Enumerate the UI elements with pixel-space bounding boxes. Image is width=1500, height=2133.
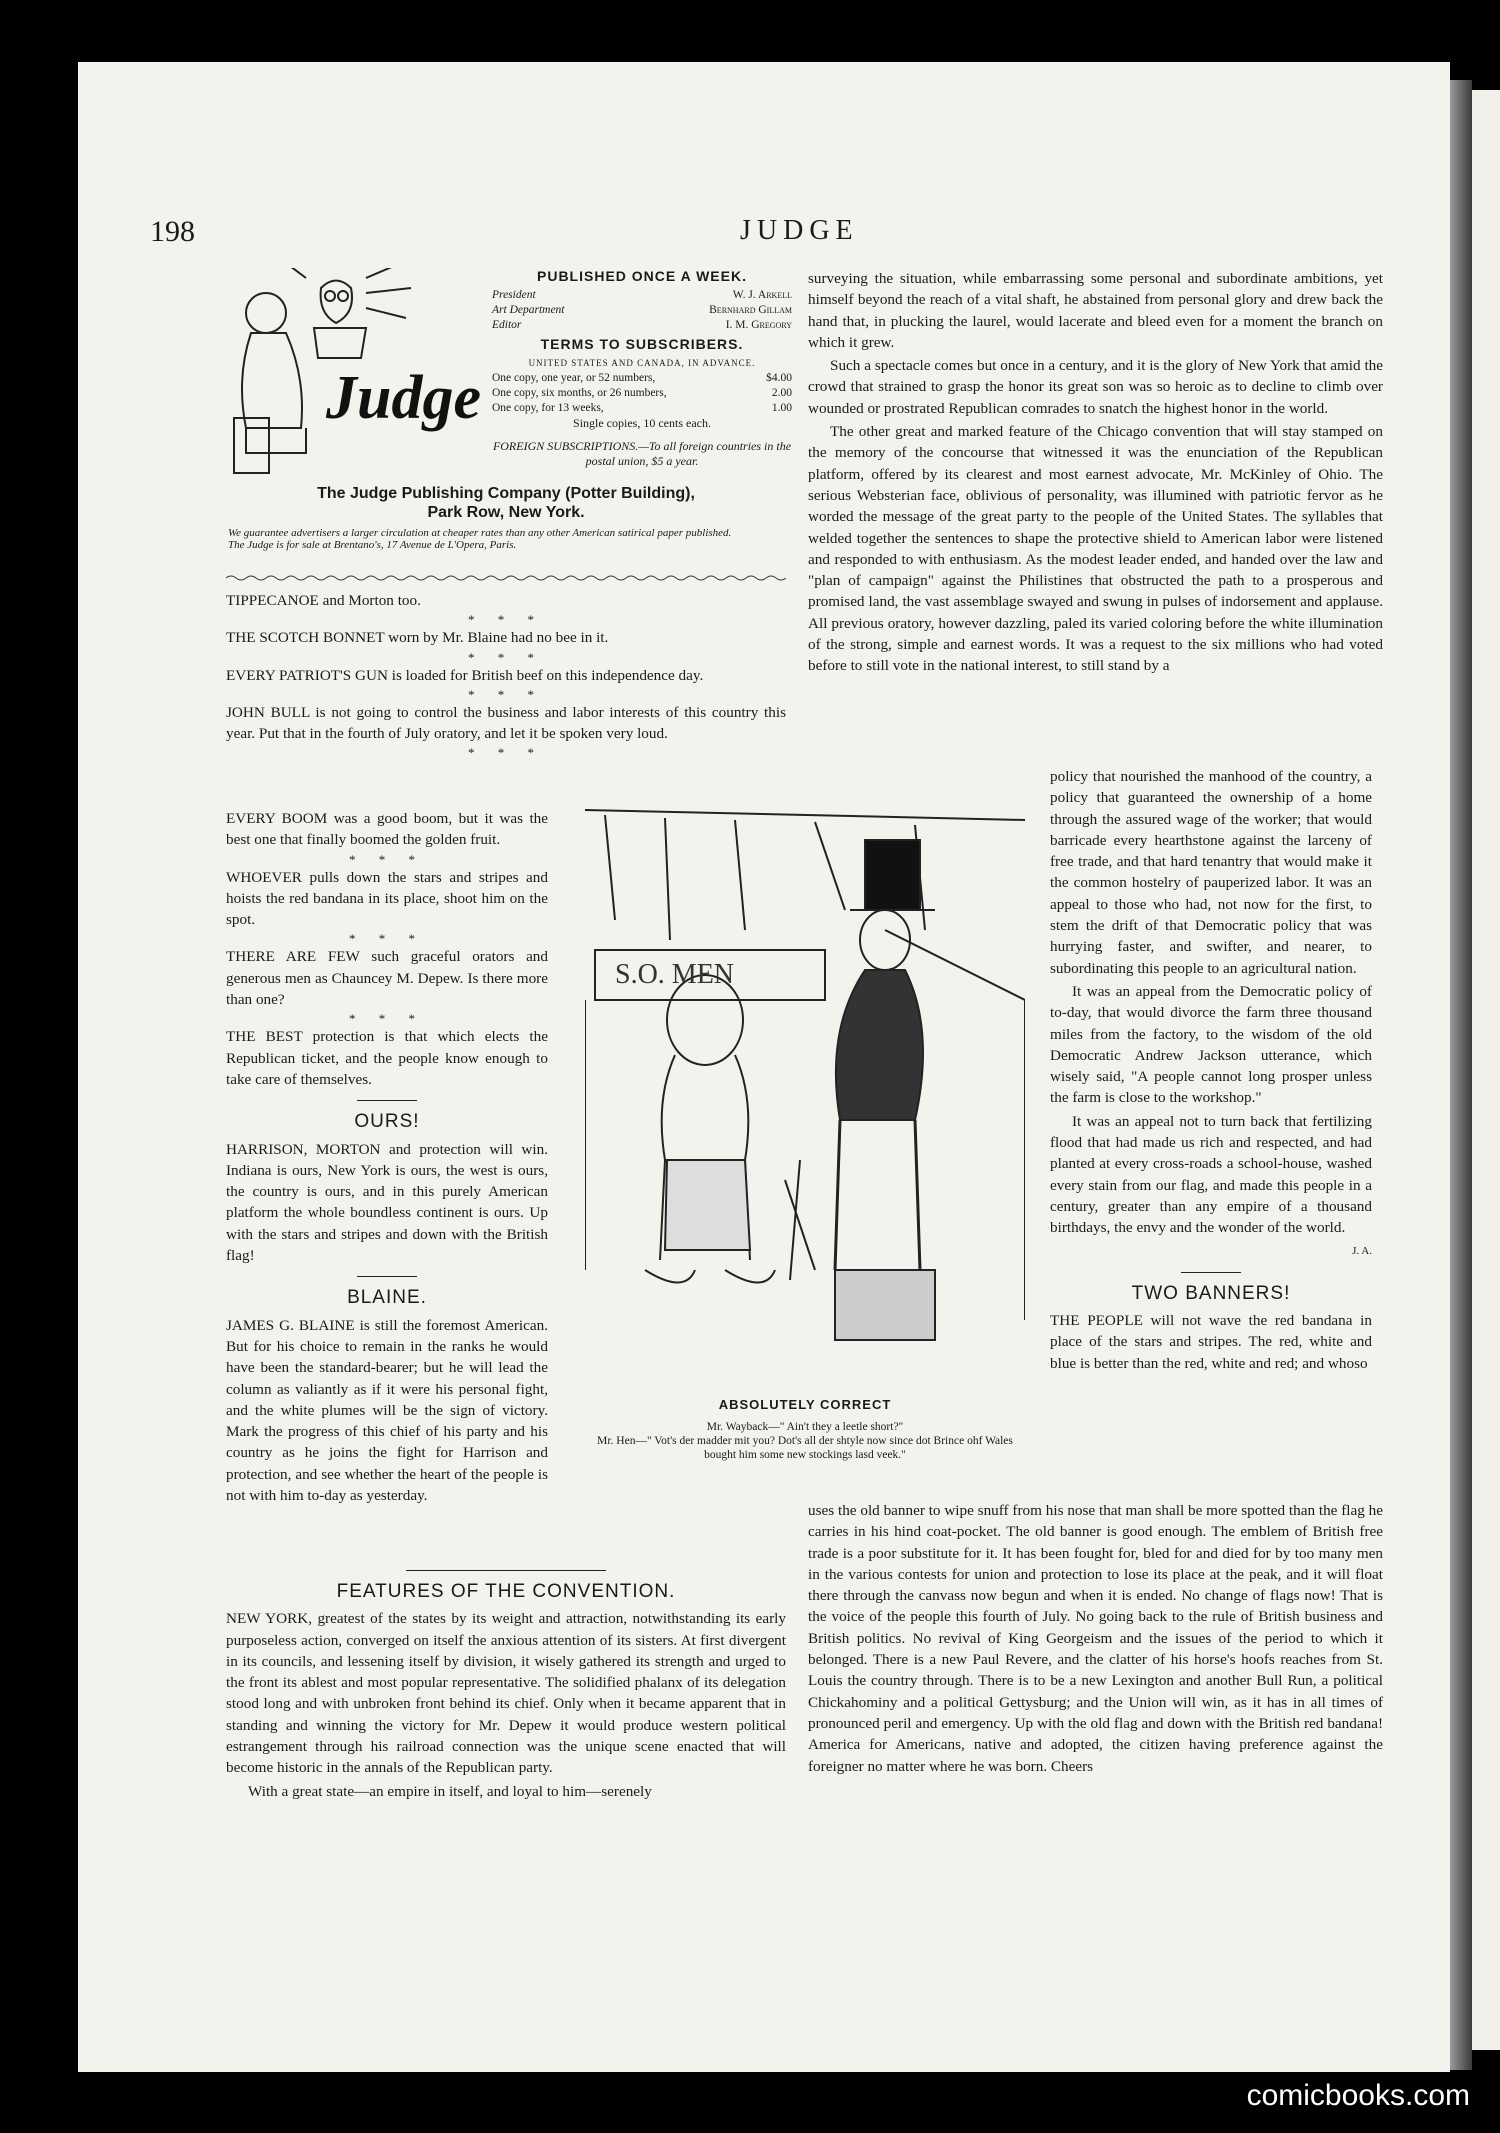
paragraph: THE PEOPLE will not wave the red bandana in place of the stars and stripes. The red, white and blue is better than the red, white and red; and whoso — [1050, 1312, 1372, 1372]
paragraph: It was an appeal from the Democratic policy of to-day, that would divorce the farm three thousand miles from the factory, to the wisdom of the old Democratic Andrew Jackson utterance, which wisely said, "A people cannot long prosper unless the farm is close to the workshop." — [1050, 982, 1372, 1107]
star-separator: * * * — [468, 649, 544, 665]
blaine-heading: BLAINE. — [347, 1287, 427, 1309]
judge-logo-illustration — [226, 268, 491, 483]
divider — [1181, 1272, 1241, 1273]
paragraph: HARRISON, MORTON and protection will win. Indiana is ours, New York is ours, the west is ours, the country is ours, and in this purely American platform the whole boundless continent is ours. Up with the stars and stripes and down with the British flag! — [226, 1140, 548, 1265]
term-row — [492, 386, 792, 401]
publisher-block — [226, 484, 786, 522]
page-number: 198 — [150, 215, 195, 248]
paragraph: It was an appeal not to turn back that fertilizing flood that had made us rich and respected, and had planted at every cross-roads a school-house, washed every stain from our flag, and made this people in a century, greater than any empire of a thousand birthdays, the envy and the wonder of the world. — [1050, 1112, 1372, 1237]
staff-row — [492, 318, 792, 333]
paragraph: uses the old banner to wipe snuff from his nose that man shall be more spotted than the flag he carries in his hind coat-pocket. The old banner is good enough. The emblem of British free trade is a poor substitute for it. It has been fought for, bled for and died for by too many men in the various contests for union and protection to lose its place at the peak, and it will float there through the canvass now begun and when it is ended. No change of flags now! That is the voice of the people this fourth of July. No going back to the rule of British business and British politics. No revival of King Georgeism and the issues of the period to which it belonged. There is a new Paul Revere, and the clatter of his horse's hoofs reaches from St. Louis the country through. There is to be a new Lexington and another Bull Run, a political Chickahominy and a political Gettysburg; and the Union will win, as it has in all times of pronounced peril and emergency. Up with the old flag and down with the British red bandana! America for Americans, native and adopted, the citizen having preference against the foreigner no matter where he was born. Cheers — [808, 1502, 1383, 1775]
right-column-narrow — [1050, 766, 1372, 1376]
terms-region: UNITED STATES AND CANADA, IN ADVANCE. — [528, 358, 756, 368]
right-column-top — [808, 268, 1383, 679]
staff-row — [492, 303, 792, 318]
publisher-address: Park Row, New York. — [427, 504, 585, 521]
caption-line: Mr. Hen—" Vot's der madder mit you? Dot's all der shtyle now since dot Brince ohf Wales bought him some new stockings lasd veek." — [597, 1435, 1013, 1461]
wavy-rule — [226, 574, 786, 582]
guarantee-line: The Judge is for sale at Brentano's, 17 Avenue de L'Opera, Paris. — [228, 539, 517, 551]
staff-name: W. J. Arkell — [732, 289, 792, 301]
term-price: 2.00 — [771, 387, 792, 399]
published-line: PUBLISHED ONCE A WEEK. — [537, 268, 747, 284]
paragraph: EVERY BOOM was a good boom, but it was the best one that finally boomed the golden fruit. — [226, 810, 548, 849]
cartoon-title: ABSOLUTELY CORRECT — [718, 1397, 892, 1412]
paragraph: JAMES G. BLAINE is still the foremost American. But for his choice to remain in the ranks he would have been the standard-bearer; but he will lead the column as valiantly as if it were his personal fight, and the white plumes will be the sign of victory. Mark the progress of this chief of his party and his country as he joins the fight for Harrison and protection, and see whether the heart of the people is not with him to-day as yesterday. — [226, 1316, 548, 1505]
banners-heading: TWO BANNERS! — [1131, 1282, 1291, 1304]
cartoon-illustration — [585, 800, 1025, 1370]
star-separator: * * * — [349, 851, 425, 867]
shop-sign: S.O. MEN — [615, 959, 735, 990]
left-column-narrow — [226, 808, 548, 1508]
divider — [357, 1276, 417, 1277]
logo-text: Judge — [326, 364, 481, 432]
paragraph: THE SCOTCH BONNET worn by Mr. Blaine had no bee in it. — [226, 629, 609, 647]
paragraph: NEW YORK, greatest of the states by its weight and attraction, notwithstanding its early purposeless action, converged on itself the anxious attention of its sisters. At first divergent in its councils, and lessening itself by division, it wisely gathered its strength and urged to the front its ablest and most popular representative. The solidified phalanx of its delegation stood long and with unbroken front behind its chief. Only when it became apparent that in standing and winning the victory for Mr. Depew it would produce western political estrangement through his railroad connection was the unique scene enacted that will become historic in the annals of the Republican party. — [226, 1610, 786, 1777]
star-separator: * * * — [349, 1011, 425, 1027]
features-section — [226, 1560, 786, 1804]
star-separator: * * * — [468, 686, 544, 702]
staff-name: Bernhard Gillam — [709, 304, 792, 316]
paragraph: TIPPECANOE and Morton too. — [226, 592, 421, 609]
paragraph: THERE ARE FEW such graceful orators and generous men as Chauncey M. Depew. Is there more than one? — [226, 948, 548, 1009]
divider — [406, 1570, 606, 1571]
single-copies: Single copies, 10 cents each. — [573, 416, 711, 430]
page-edge — [1450, 80, 1472, 2070]
paragraph: policy that nourished the manhood of the country, a policy that guaranteed the ownership of a home through the assured wage of the worker; that would barricade every hearthstone against the larceny of free trade, and that hard tenantry that would make it the common hostelry of pauperized labor. It was an appeal to those who had, not now for the first, to stem the drift of that Democratic policy that was hurrying faster, and swifter, and nearer, to subordinating this people to an agricultural nation. — [1050, 768, 1372, 977]
divider — [357, 1100, 417, 1101]
term-label: One copy, for 13 weeks, — [492, 402, 604, 414]
guarantee-notice — [228, 527, 788, 551]
paragraph: WHOEVER pulls down the stars and stripes and hoists the red bandana in its place, shoot him on the spot. — [226, 868, 548, 929]
paragraph: Such a spectacle comes but once in a century, and it is the glory of New York that amid the crowd that strained to grasp the honor its great son was so heroic as to decline to climb over wounded or prostrated Republican comrades to snatch the highest honor in the world. — [808, 357, 1383, 417]
paragraph: The other great and marked feature of the Chicago convention that will stay stamped on the memory of the concourse that witnessed it was the enunciation of the Republican platform, offered by its clearest and most earnest advocate, Mr. McKinley of Ohio. The serious Websterian face, oblivious of personality, was illumined with patriotic fervor as he worded the message of the great party to the people of the United States. The syllables that welded together the sentences to shape the protective shield to American labor were listened and responded to with enthusiasm. As the modest leader ended, and handed over the law and "plan of campaign" against the Philistines that obstructed the path to a prosperous and promised land, the vast assemblage swayed and swung in pulses of indorsement and applause. All previous oratory, however dazzling, paled its varied coloring before the white illumination of the strong, simple and earnest words. It was a request to the six millions who had voted before to still vote in the national interest, to still stand by a — [808, 423, 1383, 675]
term-label: One copy, one year, or 52 numbers, — [492, 372, 656, 384]
paragraph: With a great state—an empire in itself, and loyal to him—serenely — [248, 1782, 652, 1800]
star-separator: * * * — [468, 745, 544, 761]
term-row — [492, 371, 792, 386]
staff-name: I. M. Gregory — [725, 319, 792, 331]
guarantee-line: We guarantee advertisers a larger circulation at cheaper rates than any other American satirical paper published. — [228, 527, 732, 539]
term-price: $4.00 — [766, 372, 792, 384]
term-label: One copy, six months, or 26 numbers, — [492, 387, 667, 399]
star-separator: * * * — [468, 612, 544, 628]
staff-role: Art Department — [492, 304, 565, 316]
star-separator: * * * — [349, 931, 425, 947]
paragraph: THE BEST protection is that which elects the Republican ticket, and the people know enough to take care of themselves. — [226, 1028, 548, 1088]
left-column-top — [226, 590, 786, 760]
staff-row — [492, 288, 792, 303]
foreign-subscriptions: FOREIGN SUBSCRIPTIONS.—To all foreign countries in the postal union, $5 a year. — [492, 439, 792, 468]
term-price: 1.00 — [771, 402, 792, 414]
features-heading: FEATURES OF THE CONVENTION. — [336, 1581, 676, 1602]
masthead-info — [492, 265, 792, 469]
site-watermark: comicbooks.com — [1246, 2079, 1470, 2112]
term-row — [492, 401, 792, 416]
staff-role: Editor — [492, 319, 522, 331]
signature: J. A. — [1352, 1244, 1372, 1257]
caption-line: Mr. Wayback—" Ain't they a leetle short?" — [706, 1421, 904, 1433]
publisher-name: The Judge Publishing Company (Potter Building), — [317, 485, 695, 502]
cartoon-caption — [585, 1420, 1025, 1462]
staff-role: President — [492, 289, 536, 301]
page-title: JUDGE — [740, 215, 859, 246]
facing-page-strip — [1472, 90, 1500, 2050]
paragraph: surveying the situation, while embarrassing some personal and subordinate ambitions, yet himself beyond the reach of a vital shaft, he abstained from personal glory and drew back the hand that, in plucking the laurel, would lacerate and bleed even for a moment the branch on which it grew. — [808, 270, 1383, 351]
paragraph: JOHN BULL is not going to control the business and labor interests of this country this year. Put that in the fourth of July oratory, and let it be spoken very loud. — [226, 703, 786, 743]
ours-heading: OURS! — [354, 1111, 420, 1133]
paragraph: EVERY PATRIOT'S GUN is loaded for British beef on this independence day. — [226, 666, 704, 684]
terms-heading: TERMS TO SUBSCRIBERS. — [540, 336, 744, 352]
right-column-bottom — [808, 1500, 1383, 1779]
